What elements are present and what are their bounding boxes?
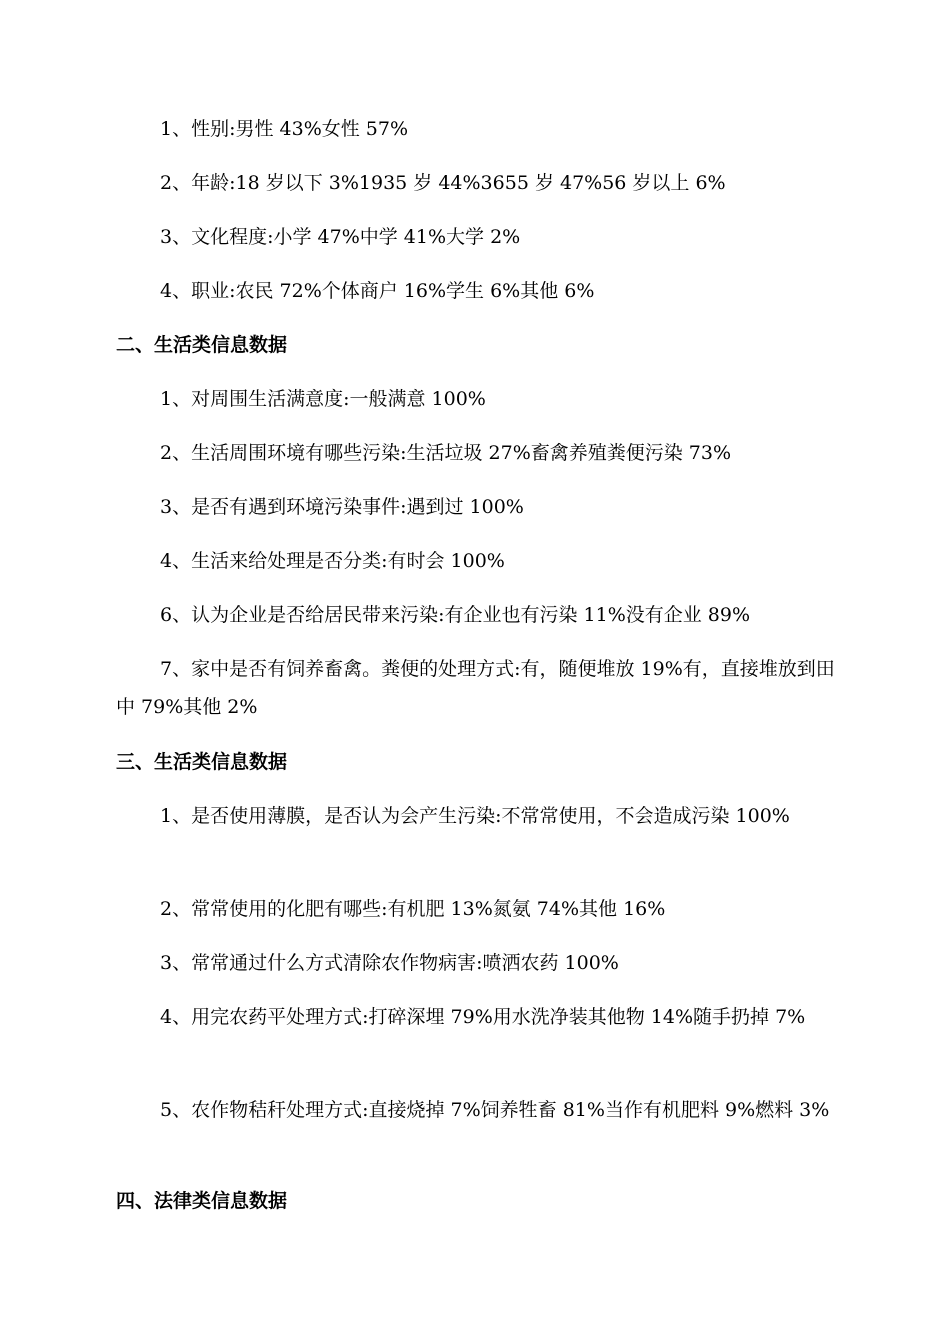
list-item: 3、文化程度:小学 47%中学 41%大学 2%: [160, 226, 521, 248]
list-item: 3、是否有遇到环境污染事件:遇到过 100%: [160, 496, 524, 518]
list-item: 2、年龄:18 岁以下 3%1935 岁 44%3655 岁 47%56 岁以上 6%: [160, 172, 726, 194]
list-item: 4、职业:农民 72%个体商户 16%学生 6%其他 6%: [160, 280, 595, 302]
list-item: 6、认为企业是否给居民带来污染:有企业也有污染 11%没有企业 89%: [160, 604, 751, 626]
list-item: 3、常常通过什么方式清除农作物病害:喷洒农药 100%: [160, 952, 619, 974]
list-item: 1、对周围生活满意度:一般满意 100%: [160, 388, 486, 410]
section-heading: 四、法律类信息数据: [116, 1190, 288, 1212]
section-heading: 三、生活类信息数据: [116, 751, 288, 773]
list-item: 7、家中是否有饲养畜禽。粪便的处理方式:有，随便堆放 19%有，直接堆放到田中 79%其他 2%: [116, 658, 835, 718]
section-heading: 二、生活类信息数据: [116, 334, 288, 356]
list-item: 2、常常使用的化肥有哪些:有机肥 13%氮氨 74%其他 16%: [160, 898, 666, 920]
list-item: 1、性别:男性 43%女性 57%: [160, 118, 409, 140]
list-item: 2、生活周围环境有哪些污染:生活垃圾 27%畜禽养殖粪便污染 73%: [160, 442, 732, 464]
list-item: 4、生活来给处理是否分类:有时会 100%: [160, 550, 505, 572]
list-item: 4、用完农药平处理方式:打碎深埋 79%用水洗净装其他物 14%随手扔掉 7%: [160, 1006, 806, 1028]
list-item: 1、是否使用薄膜，是否认为会产生污染:不常常使用，不会造成污染 100%: [160, 805, 790, 827]
list-item: 5、农作物秸秆处理方式:直接烧掉 7%饲养牲畜 81%当作有机肥料 9%燃料 3%: [160, 1099, 830, 1121]
